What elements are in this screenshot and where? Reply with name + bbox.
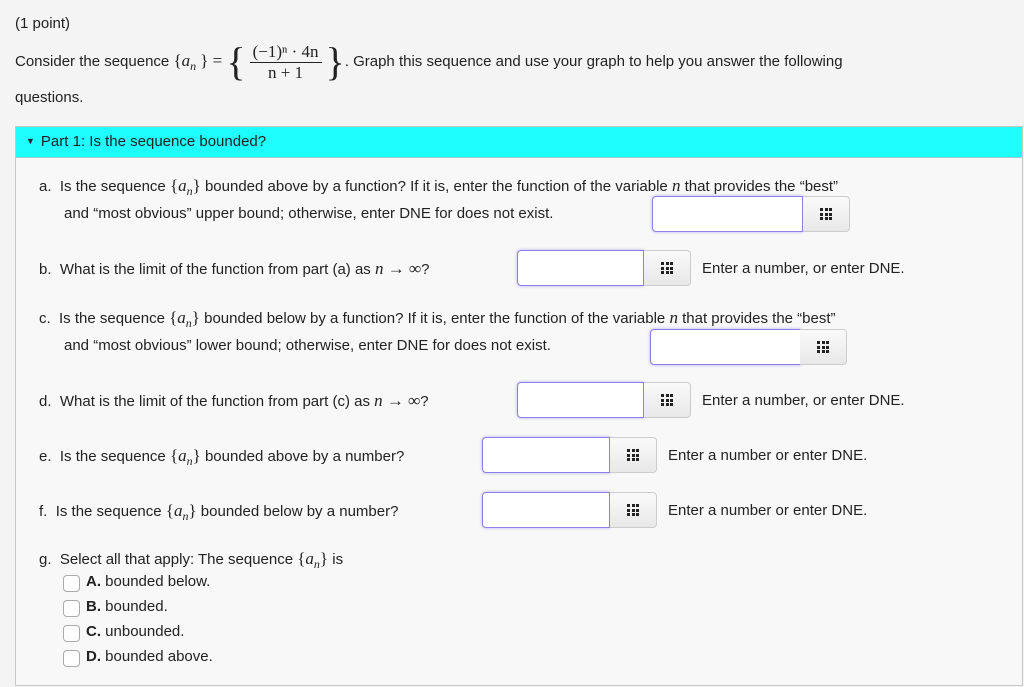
question-d: d. What is the limit of the function from part (c) as n → ∞? [39, 391, 429, 410]
brace: { [173, 51, 182, 70]
hint-d: Enter a number, or enter DNE. [702, 392, 905, 409]
keypad-icon [661, 262, 673, 274]
intro-text: . Graph this sequence and use your graph to help you answer the following [344, 53, 843, 70]
question-c-line2: and “most obvious” lower bound; otherwise, enter DNE for does not exist. [64, 337, 551, 354]
fraction [250, 42, 322, 83]
equation-editor-button[interactable] [644, 382, 691, 418]
keypad-icon [661, 394, 673, 406]
equals: = [212, 51, 223, 70]
equation-editor-button[interactable] [644, 250, 691, 286]
var-a: a [181, 51, 191, 70]
big-brace: { [226, 39, 246, 85]
keypad-icon [627, 504, 639, 516]
equation-editor-button[interactable] [803, 196, 850, 232]
checkbox-b[interactable] [63, 600, 80, 617]
hint-f: Enter a number or enter DNE. [668, 502, 868, 519]
answer-d-input[interactable] [517, 382, 644, 418]
question-f: f. Is the sequence $\{a_n\}$ bounded below by a number? [39, 501, 399, 523]
question-a-line2: and “most obvious” upper bound; otherwise, enter DNE for does not exist. [64, 205, 554, 222]
option-d[interactable]: D. bounded above. [86, 648, 213, 665]
question-b: b. What is the limit of the function from part (a) as n → ∞? [39, 259, 430, 278]
question-g: g. Select all that apply: The sequence $\{a_n\}$ is [39, 549, 344, 571]
answer-a-input[interactable] [652, 196, 803, 232]
subscript: n [190, 59, 197, 73]
answer-c-input[interactable] [650, 329, 801, 365]
answer-b-input[interactable] [517, 250, 644, 286]
equation-editor-button[interactable] [610, 437, 657, 473]
option-a[interactable]: A. bounded below. [86, 573, 211, 590]
checkbox-d[interactable] [63, 650, 80, 667]
question-a: a. Is the sequence $\{a_n\}$ bounded above by a function? If it is, enter the function of the variable n that provides the “best” [39, 176, 839, 198]
checkbox-c[interactable] [63, 625, 80, 642]
question-e: e. Is the sequence $\{a_n\}$ bounded above by a number? [39, 446, 405, 468]
big-brace: } [325, 39, 345, 85]
answer-f-input[interactable] [482, 492, 610, 528]
equation-editor-button[interactable] [610, 492, 657, 528]
part-title: Part 1: Is the sequence bounded? [40, 133, 267, 150]
keypad-icon [820, 208, 832, 220]
answer-e-input[interactable] [482, 437, 610, 473]
checkbox-a[interactable] [63, 575, 80, 592]
points-label: (1 point) [15, 15, 71, 32]
part-header[interactable] [16, 127, 1022, 158]
hint-b: Enter a number, or enter DNE. [702, 260, 905, 277]
option-b[interactable]: B. bounded. [86, 598, 168, 615]
question-c: c. Is the sequence $\{a_n\}$ bounded below by a function? If it is, enter the function of the variable n that provides the “best” [39, 308, 836, 330]
denominator: n + 1 [268, 62, 304, 82]
keypad-icon [817, 341, 829, 353]
option-c[interactable]: C. unbounded. [86, 623, 185, 640]
numerator: (−1)ⁿ · 4n [250, 42, 322, 63]
keypad-icon [627, 449, 639, 461]
equation-editor-button[interactable] [800, 329, 847, 365]
intro-text: Consider the sequence [15, 53, 170, 70]
hint-e: Enter a number or enter DNE. [668, 447, 868, 464]
collapse-triangle-icon[interactable]: ▼ [26, 136, 35, 146]
problem-statement [15, 36, 843, 86]
intro-line2: questions. [15, 89, 84, 106]
brace: } [200, 51, 209, 70]
